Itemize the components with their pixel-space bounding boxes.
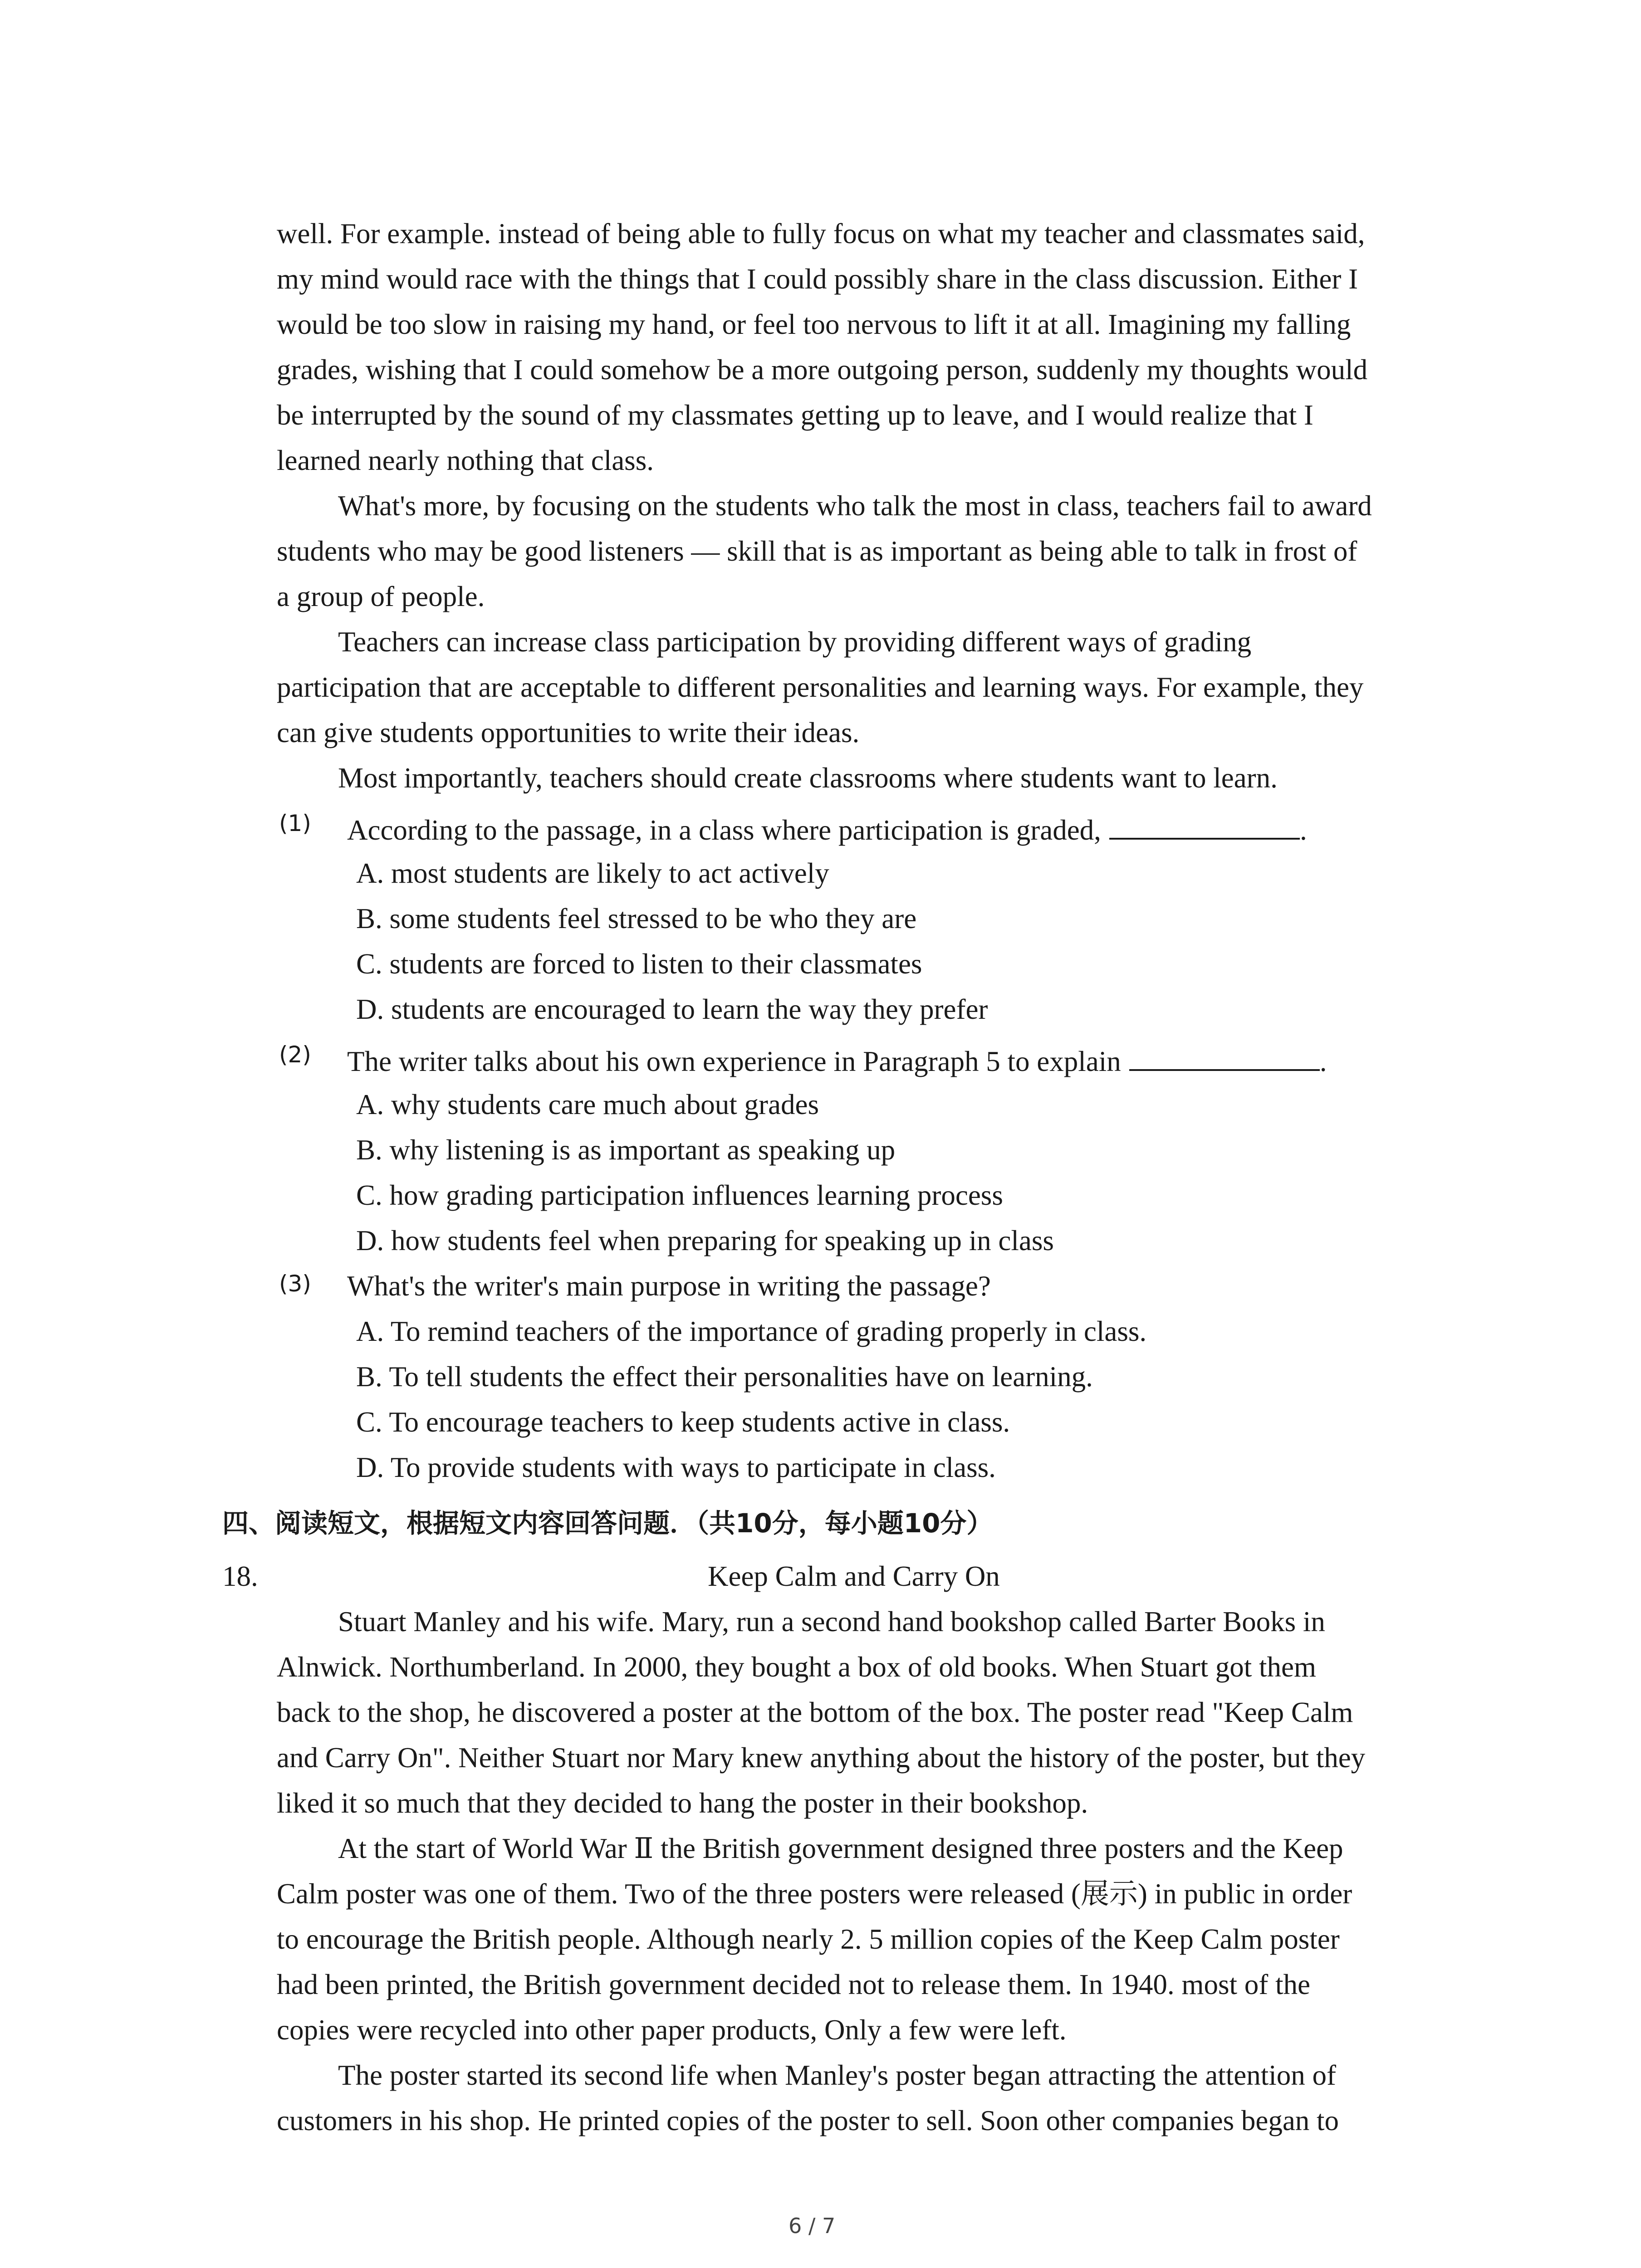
item-number: 18. [222,1560,258,1592]
paragraph-line: Teachers can increase class participation by providing different ways of grading [338,626,1252,658]
paragraph-line: can give students opportunities to write their ideas. [277,717,860,748]
question-number: (2) [279,1041,311,1068]
question-number: (1) [279,810,311,836]
paragraph-line: Calm poster was one of them. Two of the three posters were released (展示) in public in order [277,1878,1352,1910]
option-d[interactable]: D. students are encouraged to learn the way they prefer [356,993,988,1025]
paragraph-line: back to the shop, he discovered a poster at the bottom of the box. The poster read "Keep Calm [277,1696,1353,1728]
question-stem-text: The writer talks about his own experience in Paragraph 5 to explain [347,1046,1121,1077]
question-stem: What's the writer's main purpose in writing the passage? [347,1270,991,1302]
paragraph-line: well. For example. instead of being able to fully focus on what my teacher and classmates said, [277,218,1365,249]
paragraph-line: students who may be good listeners — skill that is as important as being able to talk in frost of [277,535,1357,567]
page-number: 6 / 7 [789,2214,836,2238]
option-a[interactable]: A. To remind teachers of the importance of grading properly in class. [356,1315,1147,1347]
paragraph-line: liked it so much that they decided to hang the poster in their bookshop. [277,1787,1088,1819]
paragraph-line: copies were recycled into other paper products, Only a few were left. [277,2014,1067,2046]
option-a[interactable]: A. why students care much about grades [356,1089,819,1120]
paragraph-line: grades, wishing that I could somehow be a more outgoing person, suddenly my thoughts would [277,354,1368,386]
paragraph-line: customers in his shop. He printed copies of the poster to sell. Soon other companies began to [277,2105,1339,2136]
question-stem [347,1041,1327,1080]
question-stem-text: According to the passage, in a class where participation is graded, [347,814,1101,846]
stem-punctuation: . [1319,1046,1327,1077]
paragraph-line: Alnwick. Northumberland. In 2000, they bought a box of old books. When Stuart got them [277,1651,1317,1683]
stem-punctuation: . [1299,814,1307,846]
paragraph-line: Most importantly, teachers should create classrooms where students want to learn. [338,762,1278,794]
option-d[interactable]: D. how students feel when preparing for speaking up in class [356,1225,1054,1256]
option-c[interactable]: C. how grading participation influences learning process [356,1179,1003,1211]
paragraph-line: my mind would race with the things that I could possibly share in the class discussion. Either I [277,263,1358,295]
paragraph-line: had been printed, the British government decided not to release them. In 1940. most of the [277,1969,1310,2000]
option-b[interactable]: B. why listening is as important as speaking up [356,1134,896,1166]
paragraph-line: The poster started its second life when Manley's poster began attracting the attention of [338,2059,1336,2091]
option-a[interactable]: A. most students are likely to act actively [356,857,829,889]
passage-title: Keep Calm and Carry On [708,1560,1000,1592]
paragraph-line: and Carry On". Neither Stuart nor Mary knew anything about the history of the poster, but they [277,1742,1366,1774]
paragraph-line: would be too slow in raising my hand, or feel too nervous to lift it at all. Imagining my falling [277,308,1351,340]
paragraph-line: be interrupted by the sound of my classmates getting up to leave, and I would realize that I [277,399,1313,431]
paragraph-line: What's more, by focusing on the students who talk the most in class, teachers fail to award [338,490,1372,522]
answer-blank[interactable] [1129,1041,1320,1071]
paragraph-line: a group of people. [277,581,485,612]
option-b[interactable]: B. To tell students the effect their personalities have on learning. [356,1361,1093,1393]
paragraph-line: At the start of World War Ⅱ the British government designed three posters and the Keep [338,1833,1343,1864]
paragraph-line: learned nearly nothing that class. [277,445,654,476]
paragraph-line: participation that are acceptable to different personalities and learning ways. For example, they [277,671,1364,703]
answer-blank[interactable] [1109,810,1300,840]
section-heading: 四、阅读短文，根据短文内容回答问题．（共10分，每小题10分） [222,1508,993,1539]
paragraph-line: Stuart Manley and his wife. Mary, run a second hand bookshop called Barter Books in [338,1606,1325,1637]
paragraph-line: to encourage the British people. Although nearly 2. 5 million copies of the Keep Calm poster [277,1923,1340,1955]
question-stem [347,810,1307,848]
option-d[interactable]: D. To provide students with ways to participate in class. [356,1452,996,1483]
option-b[interactable]: B. some students feel stressed to be who they are [356,903,917,934]
question-number: (3) [279,1271,311,1297]
option-c[interactable]: C. To encourage teachers to keep students active in class. [356,1406,1010,1438]
option-c[interactable]: C. students are forced to listen to their classmates [356,948,922,980]
